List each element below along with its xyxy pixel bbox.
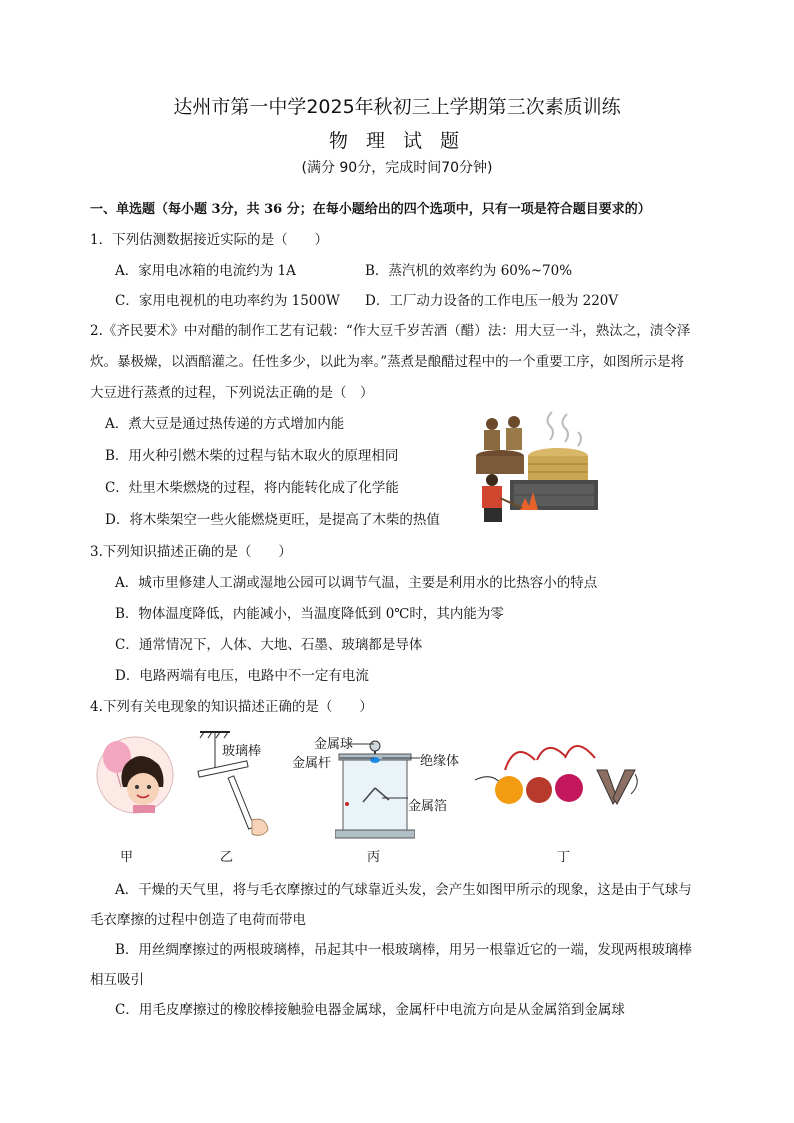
q2-option-a: A．煮大豆是通过热传递的方式增加内能 — [105, 416, 345, 432]
exam-subject: 物 理 试 题 — [328, 130, 466, 152]
label-glass-rod: 玻璃棒 — [222, 744, 262, 759]
q2-option-d: D．将木柴架空一些火能燃烧更旺，是提高了木柴的热值 — [105, 512, 440, 528]
section-heading: 一、单选题（每小题 3分，共 36 分；在每小题给出的四个选项中，只有一项是符合题目要求的） — [90, 202, 651, 217]
exam-title: 达州市第一中学2025年秋初三上学期第三次素质训练 — [173, 96, 621, 118]
q1-option-a: A．家用电冰箱的电流约为 1A — [115, 263, 296, 279]
q4-option-b-line2: 相互吸引 — [90, 972, 144, 988]
q3-option-c: C．通常情况下，人体、大地、石墨、玻璃都是导体 — [115, 637, 423, 653]
fruit-battery-figure — [465, 740, 645, 815]
label-metal-foil: 金属箔 — [408, 799, 448, 814]
q2-stem-line3: 大豆进行蒸煮的过程，下列说法正确的是（ ） — [90, 385, 374, 401]
q3-stem: 3.下列知识描述正确的是（ ） — [90, 544, 292, 560]
q2-option-c: C．灶里木柴燃烧的过程，将内能转化成了化学能 — [105, 480, 399, 496]
steaming-beans-figure — [470, 410, 600, 530]
q1-option-d: D．工厂动力设备的工作电压一般为 220V — [365, 293, 619, 309]
label-insulator: 绝缘体 — [420, 754, 460, 769]
caption-yi: 乙 — [220, 850, 234, 865]
q4-option-b-line1: B．用丝绸摩擦过的两根玻璃棒，吊起其中一根玻璃棒，用另一根靠近它的一端，发现两根玻璃棒 — [115, 942, 692, 958]
caption-ding: 丁 — [557, 850, 571, 865]
q4-option-c: C．用毛皮摩擦过的橡胶棒接触验电器金属球，金属杆中电流方向是从金属箔到金属球 — [115, 1002, 625, 1018]
label-metal-ball: 金属球 — [314, 737, 354, 752]
q2-option-b: B．用火种引燃木柴的过程与钻木取火的原理相同 — [105, 448, 399, 464]
q3-option-a: A．城市里修建人工湖或湿地公园可以调节气温，主要是利用水的比热容小的特点 — [115, 575, 598, 591]
caption-bing: 丙 — [367, 850, 381, 865]
q4-option-a-line1: A．干燥的天气里，将与毛衣摩擦过的气球靠近头发，会产生如图甲所示的现象，这是由于气球与 — [115, 882, 692, 898]
q2-stem-line2: 炊。暴极燥，以酒醅灌之。任性多少，以此为率。”蒸煮是酿醋过程中的一个重要工序，如图所示是将 — [90, 354, 685, 370]
label-metal-rod: 金属杆 — [292, 756, 332, 771]
q1-option-c: C．家用电视机的电功率约为 1500W — [115, 293, 340, 309]
q3-option-b: B．物体温度降低，内能减小，当温度降低到 0℃时，其内能为零 — [115, 606, 504, 622]
q3-option-d: D．电路两端有电压，电路中不一定有电流 — [115, 668, 369, 684]
balloon-hair-figure — [95, 735, 175, 815]
exam-note: (满分 90分，完成时间70分钟) — [301, 160, 493, 176]
q4-option-a-line2: 毛衣摩擦的过程中创造了电荷而带电 — [90, 912, 306, 928]
q1-stem: 1．下列估测数据接近实际的是（ ） — [90, 232, 329, 248]
q4-stem: 4.下列有关电现象的知识描述正确的是（ ） — [90, 699, 373, 715]
electroscope-leader-lines — [290, 736, 440, 806]
caption-jia: 甲 — [120, 850, 134, 865]
q1-option-b: B．蒸汽机的效率约为 60%~70% — [365, 263, 573, 279]
q2-stem-line1: 2.《齐民要术》中对醋的制作工艺有记载：“作大豆千岁苦酒（醋）法：用大豆一斗，熟汰之，渍令泽 — [90, 323, 691, 339]
